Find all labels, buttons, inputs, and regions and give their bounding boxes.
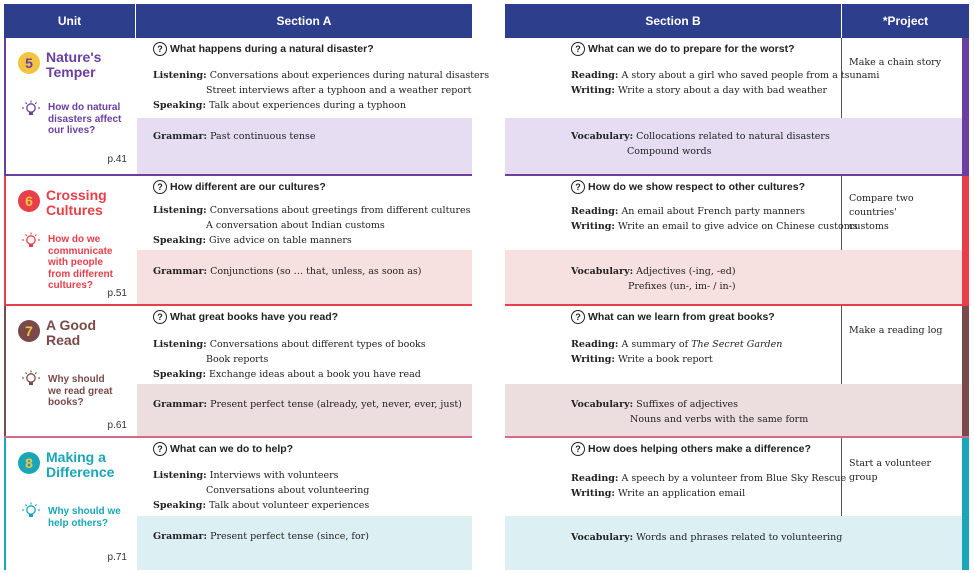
question-text: How does helping others make a difference?: [588, 443, 811, 455]
section-a-question: [153, 310, 338, 324]
section-b-header: [505, 4, 841, 38]
bulb-icon: [22, 370, 40, 388]
reading-line: Reading: A speech by a volunteer from Blue Sky Rescue: [571, 473, 847, 484]
unit-question: [48, 102, 134, 137]
writing-line: Writing: Write a book report: [571, 354, 713, 365]
unit-6-section-a: [137, 176, 472, 304]
listening-line-2: A conversation about Indian customs: [206, 220, 385, 231]
unit-page-number: p.51: [107, 288, 127, 299]
speaking-line: Speaking: Talk about volunteer experiences: [153, 500, 370, 511]
grammar-line: Grammar: Present perfect tense (already, yet, never, ever, just): [153, 399, 462, 410]
unit-5-cell: [4, 38, 135, 174]
unit-title-line: Difference: [46, 464, 115, 480]
listening-line-2: Conversations about volunteering: [206, 485, 370, 496]
unit-8-cell: [4, 438, 135, 570]
listening-line: Listening: Conversations about greetings from different cultures: [153, 205, 471, 216]
question-icon: ?: [153, 442, 167, 456]
unit-title: [46, 318, 136, 348]
project-text: [849, 56, 961, 70]
vocabulary-band: [505, 118, 969, 174]
unit-title-line: Making a: [46, 449, 106, 465]
unit-5-section-a: [137, 38, 490, 174]
unit-title: [46, 450, 136, 480]
vocabulary-line-2: Compound words: [627, 146, 712, 157]
unit-question: [48, 506, 134, 529]
grammar-line: Grammar: Conjunctions (so … that, unless, as soon as): [153, 266, 422, 277]
project-text: [849, 324, 961, 338]
question-icon: ?: [571, 180, 585, 194]
unit-question-line: help others?: [48, 517, 109, 529]
project-text: [849, 457, 961, 485]
grammar-line: Grammar: Present perfect tense (since, for): [153, 531, 369, 542]
question-text: How do we show respect to other cultures?: [588, 181, 806, 193]
unit-question-line: from different: [48, 268, 113, 280]
vocabulary-line-2: Nouns and verbs with the same form: [630, 414, 809, 425]
unit-header: [4, 4, 135, 38]
unit-question-line: How do natural: [48, 102, 121, 113]
project-text: [849, 192, 961, 234]
section-b-question: [571, 180, 805, 194]
question-icon: ?: [571, 42, 585, 56]
writing-line: Writing: Write a story about a day with bad weather: [571, 85, 828, 96]
unit-question-line: Why should we: [48, 506, 121, 517]
unit-header-label: Unit: [57, 14, 82, 28]
section-b-question: [571, 42, 795, 56]
vocabulary-line: Vocabulary: Words and phrases related to volunteering: [571, 532, 843, 543]
question-icon: ?: [571, 442, 585, 456]
unit-6-section-b: [505, 176, 969, 304]
unit-question-line: disasters affect: [48, 113, 122, 125]
unit-title: [46, 188, 136, 218]
unit-7-section-b: [505, 306, 969, 436]
bulb-icon: [22, 232, 40, 250]
unit-number-badge: 7: [18, 320, 40, 342]
reading-line: Reading: An email about French party manners: [571, 206, 806, 217]
unit-title-line: Crossing: [46, 187, 107, 203]
unit-5-section-b: [505, 38, 969, 174]
unit-number-badge: 8: [18, 452, 40, 474]
unit-question-line: communicate: [48, 245, 113, 257]
unit-question-line: Why should: [48, 374, 105, 385]
unit-number-badge: 6: [18, 190, 40, 212]
unit-question-line: our lives?: [48, 125, 96, 136]
unit-question: [48, 234, 134, 292]
question-text: What great books have you read?: [170, 311, 339, 323]
project-header-label: *Project: [882, 14, 929, 28]
vocabulary-line-2: Prefixes (un-, im- / in-): [628, 281, 736, 292]
vocabulary-line: Vocabulary: Collocations related to natural disasters: [571, 131, 830, 142]
question-text: What happens during a natural disaster?: [170, 43, 374, 55]
unit-title: [46, 50, 136, 80]
question-text: How different are our cultures?: [170, 181, 326, 193]
unit-7-cell: [4, 306, 135, 436]
unit-question: [48, 374, 134, 409]
question-text: What can we learn from great books?: [588, 311, 775, 323]
project-line: Compare two countries': [849, 193, 914, 218]
book-title: The Secret Garden: [691, 339, 783, 350]
unit-title-line: Read: [46, 332, 81, 348]
unit-6-row: [4, 176, 472, 304]
unit-8-section-a: [137, 438, 472, 570]
question-icon: ?: [153, 42, 167, 56]
speaking-line: Speaking: Exchange ideas about a book you have read: [153, 369, 421, 380]
project-divider: [841, 306, 842, 384]
unit-7-row: [4, 306, 472, 436]
project-divider: [841, 176, 842, 250]
left-page: [4, 0, 490, 573]
unit-page-number: p.71: [107, 552, 127, 563]
section-b-question: [571, 442, 811, 456]
unit-question-line: we read great: [48, 385, 113, 397]
unit-7-section-a: [137, 306, 472, 436]
listening-line: Listening: Conversations about different types of books: [153, 339, 426, 350]
unit-title-line: A Good: [46, 317, 97, 333]
project-header: [842, 4, 969, 38]
right-page: [505, 0, 969, 573]
speaking-line: Speaking: Talk about experiences during a typhoon: [153, 100, 406, 111]
unit-5-row: [4, 38, 490, 174]
writing-line: Writing: Write an email to give advice on Chinese customs: [571, 221, 858, 232]
section-b-question: [571, 310, 775, 324]
listening-line: Listening: Conversations about experiences during natural disasters: [153, 70, 490, 81]
grammar-band: [137, 118, 472, 174]
project-line: Make a chain story: [849, 57, 942, 68]
section-a-question: [153, 180, 326, 194]
unit-page-number: p.41: [107, 154, 127, 165]
unit-question-line: How do we: [48, 234, 101, 245]
unit-6-section-b-row: [505, 176, 969, 304]
reading-line: Reading: A story about a girl who saved people from a tsunami: [571, 70, 880, 81]
vocabulary-line: Vocabulary: Suffixes of adjectives: [571, 399, 739, 410]
unit-question-line: books?: [48, 397, 84, 408]
grammar-line: Grammar: Past continuous tense: [153, 131, 316, 142]
project-line: Start a volunteer group: [849, 458, 932, 483]
unit-title-line: Nature's: [46, 49, 102, 65]
listening-line-2: Book reports: [206, 354, 269, 365]
question-text: What can we do to help?: [170, 443, 294, 455]
listening-line: Listening: Interviews with volunteers: [153, 470, 339, 481]
unit-color-bar: [962, 38, 969, 174]
section-a-header-label: Section A: [276, 14, 332, 28]
unit-8-section-b: [505, 438, 969, 570]
bulb-icon: [22, 100, 40, 118]
reading-line: Reading: A summary of The Secret Garden: [571, 339, 783, 350]
speaking-line: Speaking: Give advice on table manners: [153, 235, 352, 246]
question-icon: ?: [153, 310, 167, 324]
section-a-question: [153, 442, 293, 456]
bulb-icon: [22, 502, 40, 520]
unit-question-line: with people: [48, 257, 103, 268]
unit-color-bar: [962, 176, 969, 304]
unit-color-bar: [962, 306, 969, 436]
question-text: What can we do to prepare for the worst?: [588, 43, 795, 55]
project-line: customs: [849, 221, 889, 232]
writing-line: Writing: Write an application email: [571, 488, 746, 499]
unit-color-bar: [962, 438, 969, 570]
vocabulary-line: Vocabulary: Adjectives (-ing, -ed): [571, 266, 736, 277]
section-b-header-label: Section B: [645, 14, 701, 28]
unit-8-section-b-row: [505, 438, 969, 570]
section-a-header: [136, 4, 472, 38]
section-a-question: [153, 42, 374, 56]
unit-8-row: [4, 438, 472, 570]
question-icon: ?: [153, 180, 167, 194]
unit-page-number: p.61: [107, 420, 127, 431]
listening-line-2: Street interviews after a typhoon and a weather report: [206, 85, 472, 96]
unit-6-cell: [4, 176, 135, 304]
unit-number-badge: 5: [18, 52, 40, 74]
question-icon: ?: [571, 310, 585, 324]
unit-7-section-b-row: [505, 306, 969, 436]
unit-title-line: Cultures: [46, 202, 103, 218]
unit-title-line: Temper: [46, 64, 96, 80]
project-line: Make a reading log: [849, 325, 943, 336]
unit-5-section-b-row: [505, 38, 969, 174]
unit-question-line: cultures?: [48, 280, 94, 291]
